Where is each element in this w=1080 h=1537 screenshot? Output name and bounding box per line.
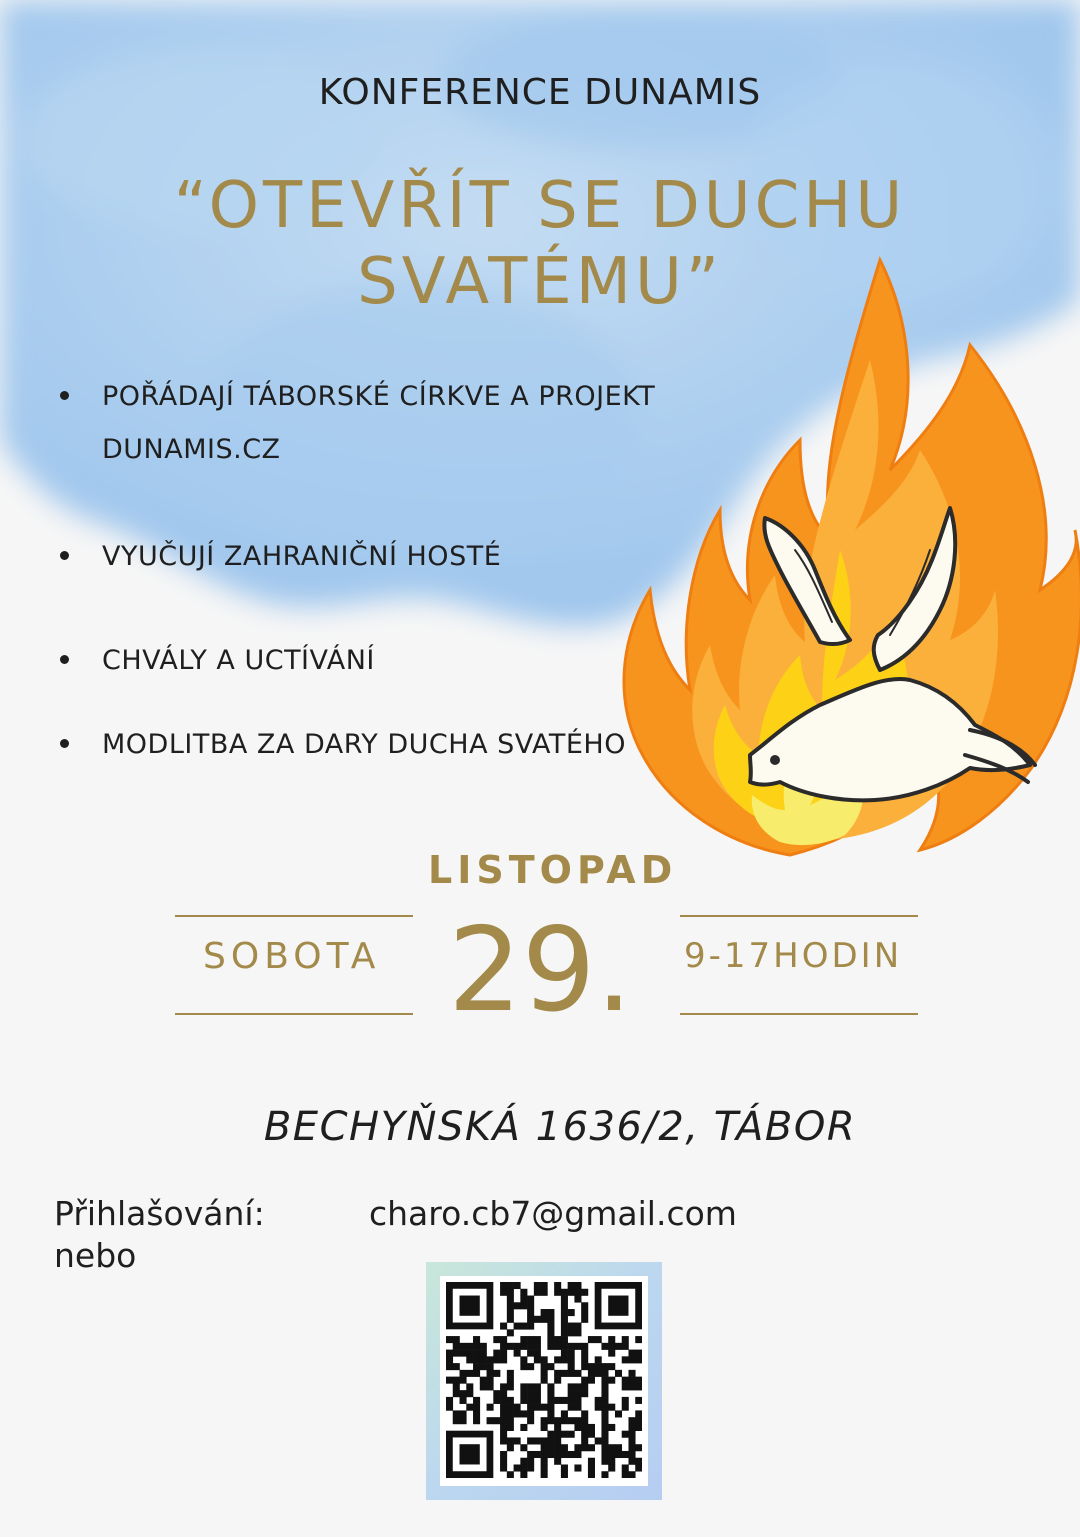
registration-label: Přihlašování: (54, 1194, 265, 1233)
event-month: LISTOPAD (428, 848, 678, 892)
divider (175, 915, 413, 917)
event-address: BECHYŇSKÁ 1636/2, TÁBOR (263, 1104, 857, 1150)
list-item: MODLITBA ZA DARY DUCHA SVATÉHO (60, 718, 662, 771)
list-item: VYUČUJÍ ZAHRANIČNÍ HOSTÉ (60, 530, 662, 583)
list-item: POŘÁDAJÍ TÁBORSKÉ CÍRKVE A PROJEKT DUNAMIS.CZ (60, 370, 662, 476)
title-line-2: SVATÉMU” (357, 245, 723, 319)
divider (175, 1013, 413, 1015)
title-line-1: “OTEVŘÍT SE DUCHU (173, 169, 907, 243)
list-item: CHVÁLY A UCTÍVÁNÍ (60, 634, 662, 687)
divider (680, 1013, 918, 1015)
registration-email[interactable]: charo.cb7@gmail.com (369, 1194, 737, 1233)
conference-name: KONFERENCE DUNAMIS (318, 72, 762, 113)
event-time: 9-17HODIN (684, 936, 903, 976)
registration-alternative: nebo (54, 1236, 137, 1275)
dove-in-flames-icon (610, 250, 1080, 860)
qr-code-frame[interactable] (426, 1262, 662, 1500)
qr-code-background (440, 1276, 648, 1486)
event-day: 29. (448, 903, 633, 1038)
divider (680, 915, 918, 917)
conference-title (60, 168, 1020, 320)
qr-code-icon (446, 1282, 642, 1478)
event-weekday: SOBOTA (203, 936, 381, 977)
